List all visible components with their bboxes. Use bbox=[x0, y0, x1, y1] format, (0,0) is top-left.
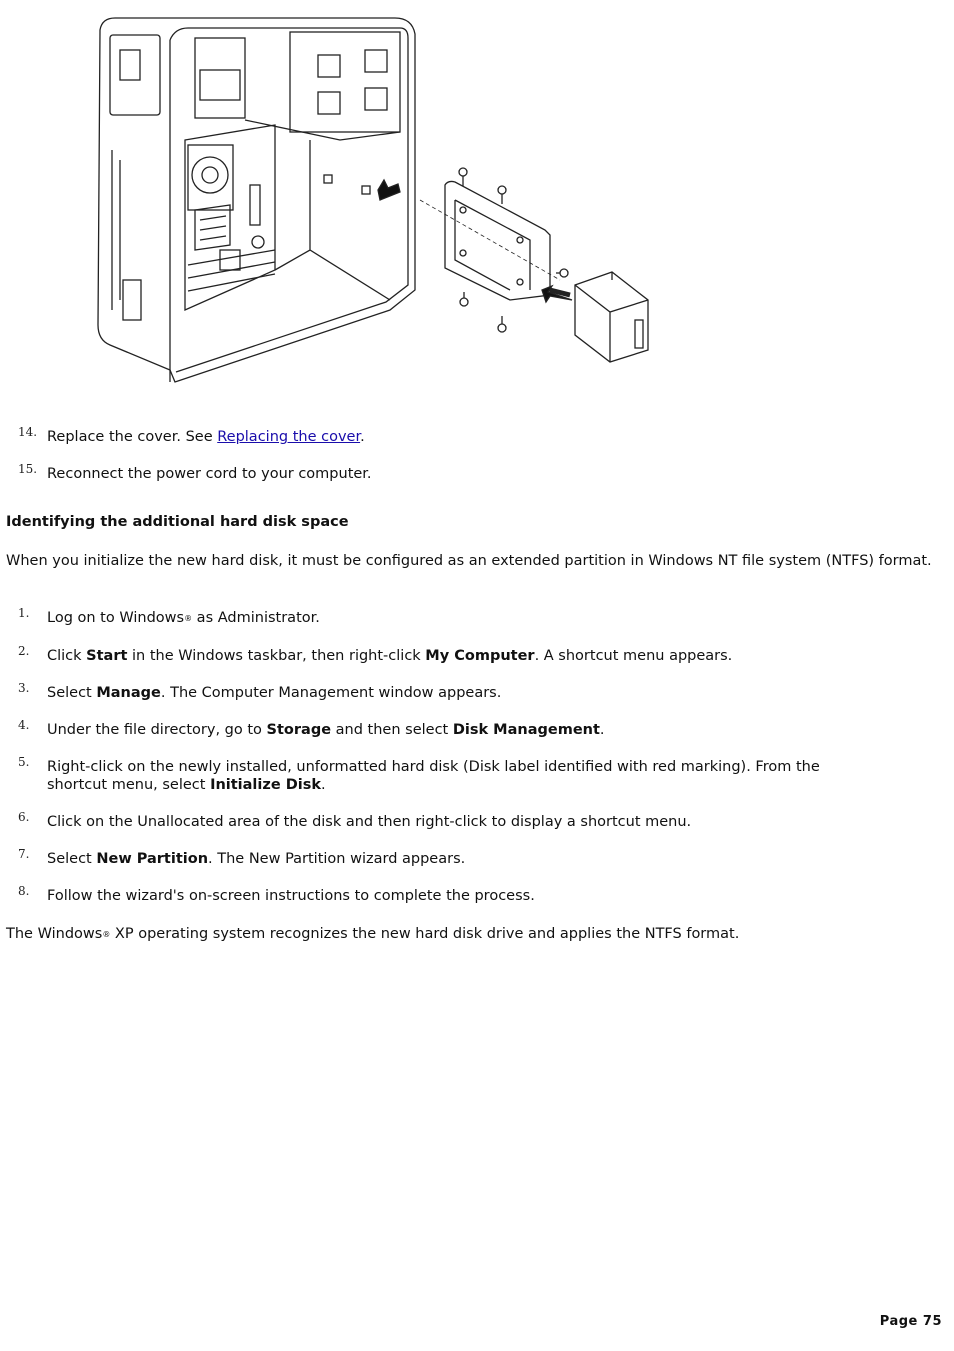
step-text: Right-click on the newly installed, unformatted hard disk (Disk label identified with red marking). From the shortcut menu, select Initialize Disk. bbox=[47, 759, 820, 793]
registered-mark: ® bbox=[102, 930, 111, 939]
replacing-the-cover-link[interactable]: Replacing the cover bbox=[217, 429, 361, 445]
step-number: 5. bbox=[18, 755, 30, 769]
intro-paragraph: When you initialize the new hard disk, it must be configured as an extended partition in Windows NT file system (NTFS) format. bbox=[6, 553, 932, 569]
step-text: Reconnect the power cord to your computer. bbox=[47, 466, 372, 482]
closing-paragraph: The Windows® XP operating system recognizes the new hard disk drive and applies the NTFS format. bbox=[6, 926, 740, 942]
step-number: 8. bbox=[18, 884, 30, 898]
step-text: Click Start in the Windows taskbar, then right-click My Computer. A shortcut menu appears. bbox=[47, 648, 733, 664]
section-heading: Identifying the additional hard disk space bbox=[6, 514, 349, 530]
step-number: 7. bbox=[18, 847, 30, 861]
computer-case-drawing bbox=[90, 10, 660, 390]
page-number: Page 75 bbox=[879, 1314, 942, 1329]
step-number: 3. bbox=[18, 681, 30, 695]
hard-disk-installation-illustration bbox=[90, 10, 660, 390]
step-number: 1. bbox=[18, 606, 30, 620]
step-text: Under the file directory, go to Storage and then select Disk Management. bbox=[47, 722, 605, 738]
step-text: Follow the wizard's on-screen instructions to complete the process. bbox=[47, 888, 535, 904]
step-text: Log on to Windows® as Administrator. bbox=[47, 610, 320, 626]
step-number: 6. bbox=[18, 810, 30, 824]
step-number: 15. bbox=[18, 462, 38, 476]
step-text: Select New Partition. The New Partition wizard appears. bbox=[47, 851, 466, 867]
step-number: 4. bbox=[18, 718, 30, 732]
step-text: Select Manage. The Computer Management window appears. bbox=[47, 685, 502, 701]
step-number: 14. bbox=[18, 425, 38, 439]
step-number: 2. bbox=[18, 644, 30, 658]
registered-mark: ® bbox=[184, 614, 193, 623]
step-text: Replace the cover. See Replacing the cover. bbox=[47, 429, 365, 445]
step-text: Click on the Unallocated area of the disk and then right-click to display a shortcut menu. bbox=[47, 814, 692, 830]
